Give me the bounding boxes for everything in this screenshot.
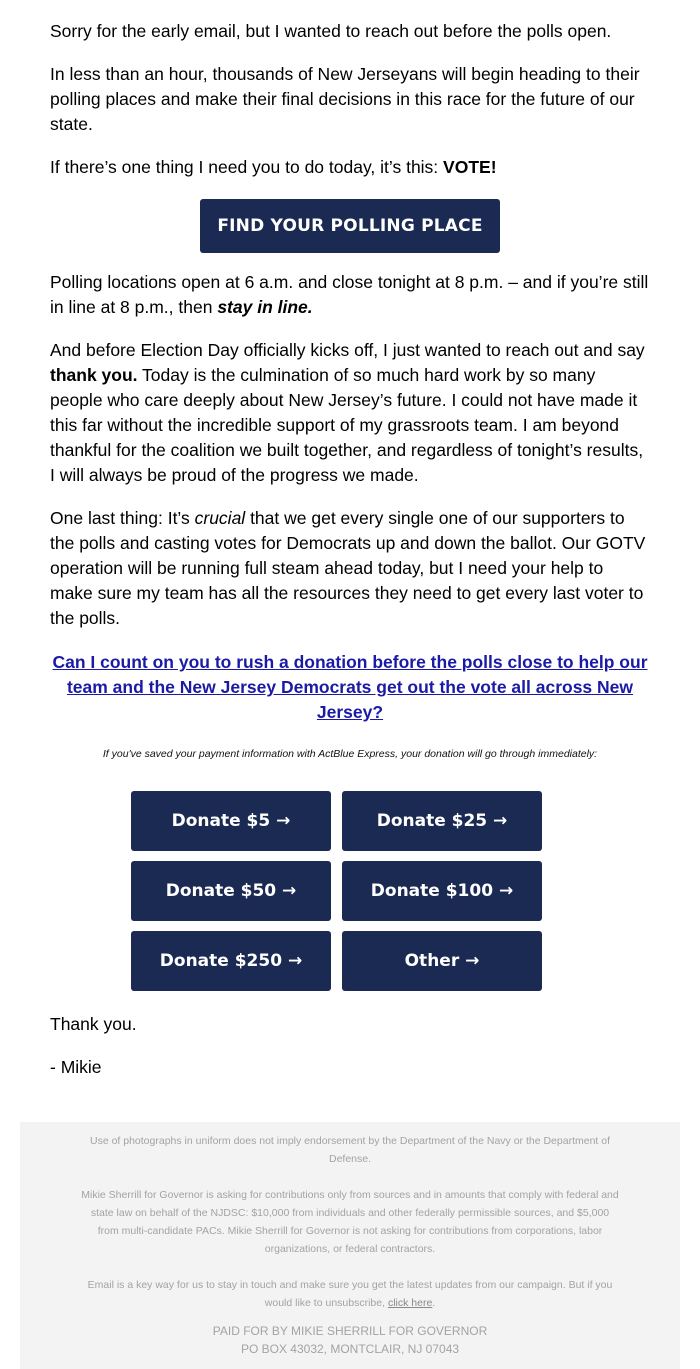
signature: - Mikie — [50, 1057, 102, 1077]
donate-50-button[interactable]: Donate $50 → — [131, 861, 331, 921]
donate-button-grid — [131, 791, 542, 991]
closing-text: Thank you. — [50, 1014, 137, 1034]
vote-paragraph — [50, 155, 497, 180]
unsubscribe-note — [80, 1276, 620, 1312]
thank-you-emphasis: thank you. — [50, 365, 138, 385]
donation-ask — [50, 650, 650, 725]
unsubscribe-link[interactable]: click here — [387, 1297, 433, 1309]
intro-paragraph: Sorry for the early email, but I wanted to reach out before the polls open. — [50, 21, 612, 41]
thank-you-paragraph — [50, 338, 650, 488]
mailing-address: PO BOX 43032, MONTCLAIR, NJ 07043 — [240, 1342, 460, 1356]
polling-hours-text: Polling locations open at 6 a.m. and close tonight at 8 p.m. – and if you’re still in line at 8 p.m., then — [50, 272, 649, 317]
context-paragraph: In less than an hour, thousands of New Jerseyans will begin heading to their polling places and make their final decisions in this race for the future of our state. — [50, 64, 640, 134]
gotv-text-b: that we get every single one of our supporters to the polls and casting votes for Democrats up and down the ballot. Our GOTV operation will be running full steam ahead today, but I need your help to make sure my team has all the resources they need to get every last voter to the polls. — [50, 508, 646, 628]
unsubscribe-end: . — [432, 1297, 436, 1309]
stay-in-line-emphasis: stay in line. — [217, 297, 313, 317]
donation-ask-link[interactable]: Can I count on you to rush a donation before the polls close to help our team and the New Jersey Democrats get out the vote all across New Jersey? — [52, 652, 648, 722]
donate-5-button[interactable]: Donate $5 → — [131, 791, 331, 851]
uniform-disclaimer: Use of photographs in uniform does not imply endorsement by the Department of the Navy or the Department of Defense. — [89, 1135, 611, 1165]
footer — [20, 1122, 680, 1369]
donate-100-button[interactable]: Donate $100 → — [342, 861, 542, 921]
gotv-paragraph — [50, 506, 650, 631]
paid-for-line: PAID FOR BY MIKIE SHERRILL FOR GOVERNOR — [212, 1324, 488, 1338]
crucial-emphasis: crucial — [194, 508, 246, 528]
polling-place-cta — [200, 199, 500, 253]
vote-emphasis: VOTE! — [443, 157, 497, 177]
polling-hours-paragraph — [50, 270, 650, 320]
donate-other-button[interactable]: Other → — [342, 931, 542, 991]
thank-you-text-b: Today is the culmination of so much hard work by so many people who care deeply about New Jersey’s future. I could not have made it this far without the incredible support of my grassroots team. I am beyond thankful for the coalition we built together, and regardless of tonight’s results, I will always be proud of the progress we made. — [50, 365, 644, 485]
donate-25-button[interactable]: Donate $25 → — [342, 791, 542, 851]
unsubscribe-text: Email is a key way for us to stay in touch and make sure you get the latest updates from our campaign. But if you would like to unsubscribe, — [87, 1279, 613, 1309]
gotv-text-a: One last thing: It’s — [50, 508, 195, 528]
vote-text: If there’s one thing I need you to do today, it’s this: — [50, 157, 444, 177]
contribution-disclaimer: Mikie Sherrill for Governor is asking for contributions only from sources and in amounts that comply with federal and state law on behalf of the NJDSC: $10,000 from individuals and other federally permissible sources, and $5,000 from multi-candidate PACs. Mikie Sherrill for Governor is not asking for contributions from corporations, labor organizations, or federal contractors. — [81, 1189, 619, 1255]
donate-250-button[interactable]: Donate $250 → — [131, 931, 331, 991]
find-polling-place-button[interactable]: FIND YOUR POLLING PLACE — [200, 199, 500, 253]
actblue-express-note: If you've saved your payment information with ActBlue Express, your donation will go through immediately: — [102, 748, 598, 760]
thank-you-text-a: And before Election Day officially kicks off, I just wanted to reach out and say — [50, 340, 645, 360]
paid-for-block — [20, 1322, 680, 1358]
